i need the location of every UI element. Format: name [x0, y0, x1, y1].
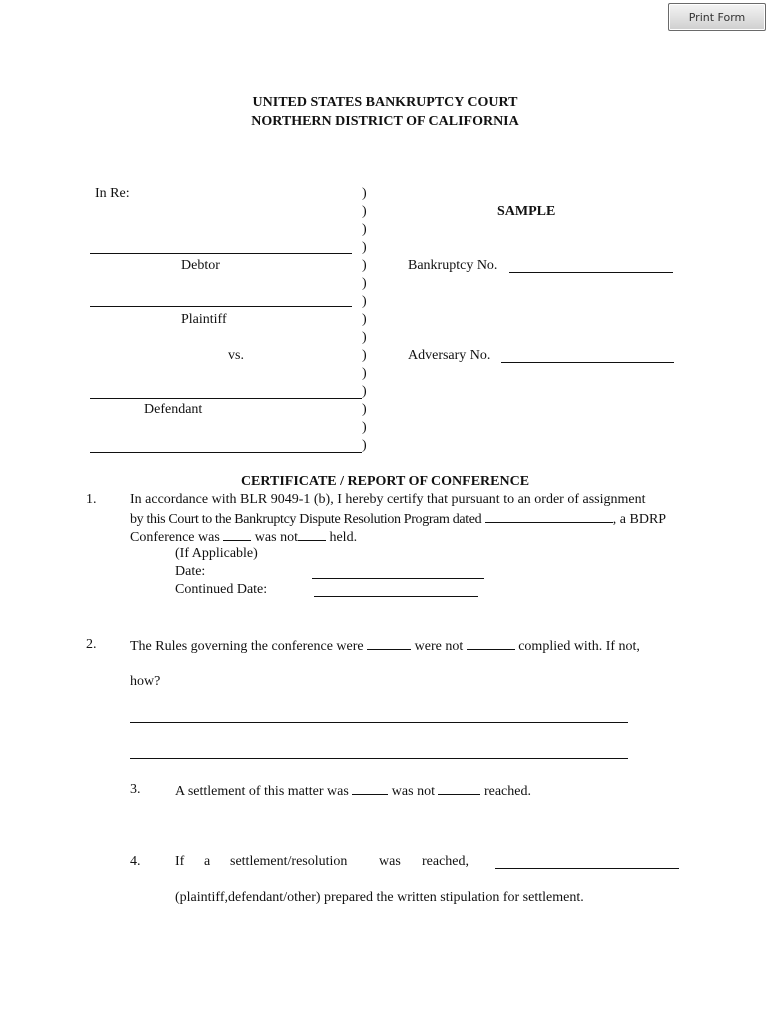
caption-paren: )	[362, 384, 367, 399]
date-field[interactable]	[312, 578, 484, 579]
item-4-line-2: (plaintiff,defendant/other) prepared the written stipulation for settlement.	[175, 890, 584, 905]
date-label: Date:	[175, 564, 206, 579]
item-1-line-3	[130, 528, 357, 546]
caption-paren: )	[362, 330, 367, 345]
item-2-number: 2.	[86, 637, 97, 652]
conference-was-not-text: was not	[254, 530, 298, 545]
print-form-button[interactable]: Print Form	[668, 3, 766, 31]
conference-was-text: Conference was	[130, 530, 220, 545]
certificate-title: CERTIFICATE / REPORT OF CONFERENCE	[240, 474, 530, 489]
item-1-line-2	[130, 510, 666, 528]
continued-date-field[interactable]	[314, 596, 478, 597]
caption-paren: )	[362, 438, 367, 453]
item-4-word-a: a	[204, 854, 211, 869]
rules-were-not-text: were not	[414, 639, 464, 654]
caption-paren: )	[362, 348, 367, 363]
item-2-line-1	[130, 637, 640, 655]
rules-were-field[interactable]	[367, 637, 411, 650]
item-1-bdrp-suffix: , a BDRP	[612, 512, 667, 527]
item-4-number: 4.	[130, 854, 141, 869]
conference-was-field[interactable]	[223, 528, 251, 541]
how-answer-line-2[interactable]	[130, 758, 628, 759]
stipulation-preparer-field[interactable]	[495, 868, 679, 869]
defendant-label: Defendant	[144, 402, 203, 417]
if-applicable-label: (If Applicable)	[175, 546, 258, 561]
settlement-reached-text: reached.	[483, 784, 531, 799]
item-1-number: 1.	[86, 492, 97, 507]
item-3-number: 3.	[130, 782, 141, 797]
caption-paren: )	[362, 276, 367, 291]
bankruptcy-no-field[interactable]	[509, 272, 673, 273]
rules-were-not-field[interactable]	[467, 637, 515, 650]
settlement-was-not-field[interactable]	[438, 782, 480, 795]
caption-paren: )	[362, 420, 367, 435]
court-title: UNITED STATES BANKRUPTCY COURT	[252, 95, 518, 110]
settlement-was-field[interactable]	[352, 782, 388, 795]
plaintiff-label: Plaintiff	[181, 312, 227, 327]
caption-paren: )	[362, 312, 367, 327]
plaintiff-name-line[interactable]	[90, 306, 352, 307]
conference-was-not-field[interactable]	[298, 528, 326, 541]
in-re-label: In Re:	[95, 186, 130, 201]
caption-paren: )	[362, 258, 367, 273]
debtor-label: Debtor	[181, 258, 220, 273]
rules-were-text: The Rules governing the conference were	[130, 639, 364, 654]
defendant-name-line[interactable]	[90, 452, 362, 453]
conference-held-text: held.	[329, 530, 358, 545]
item-3-line	[175, 782, 531, 800]
item-4-word-reached: reached,	[422, 854, 470, 869]
how-label: how?	[130, 674, 161, 689]
item-1-line-1: In accordance with BLR 9049-1 (b), I hereby certify that pursuant to an order of assignment	[130, 492, 646, 507]
how-answer-line-1[interactable]	[130, 722, 628, 723]
complied-with-text: complied with. If not,	[518, 639, 640, 654]
adversary-no-label: Adversary No.	[408, 348, 491, 363]
caption-paren: )	[362, 240, 367, 255]
item-4-word-if: If	[175, 854, 185, 869]
item-1-line-2-text: by this Court to the Bankruptcy Dispute Resolution Program dated	[130, 512, 482, 527]
caption-paren: )	[362, 222, 367, 237]
caption-paren: )	[362, 366, 367, 381]
caption-paren: )	[362, 294, 367, 309]
caption-paren: )	[362, 402, 367, 417]
bdrp-date-field[interactable]	[485, 510, 613, 523]
item-4-word-settlement: settlement/resolution	[230, 854, 348, 869]
settlement-was-text: A settlement of this matter was	[175, 784, 349, 799]
sample-label: SAMPLE	[497, 204, 556, 219]
versus-label: vs.	[228, 348, 244, 363]
bankruptcy-no-label: Bankruptcy No.	[408, 258, 498, 273]
caption-paren: )	[362, 204, 367, 219]
settlement-was-not-text: was not	[391, 784, 435, 799]
debtor-name-line[interactable]	[90, 253, 352, 254]
adversary-no-field[interactable]	[501, 362, 674, 363]
caption-paren: )	[362, 186, 367, 201]
defendant-blank-line[interactable]	[90, 398, 362, 399]
district-title: NORTHERN DISTRICT OF CALIFORNIA	[251, 114, 519, 129]
continued-date-label: Continued Date:	[175, 582, 268, 597]
item-4-word-was: was	[379, 854, 401, 869]
